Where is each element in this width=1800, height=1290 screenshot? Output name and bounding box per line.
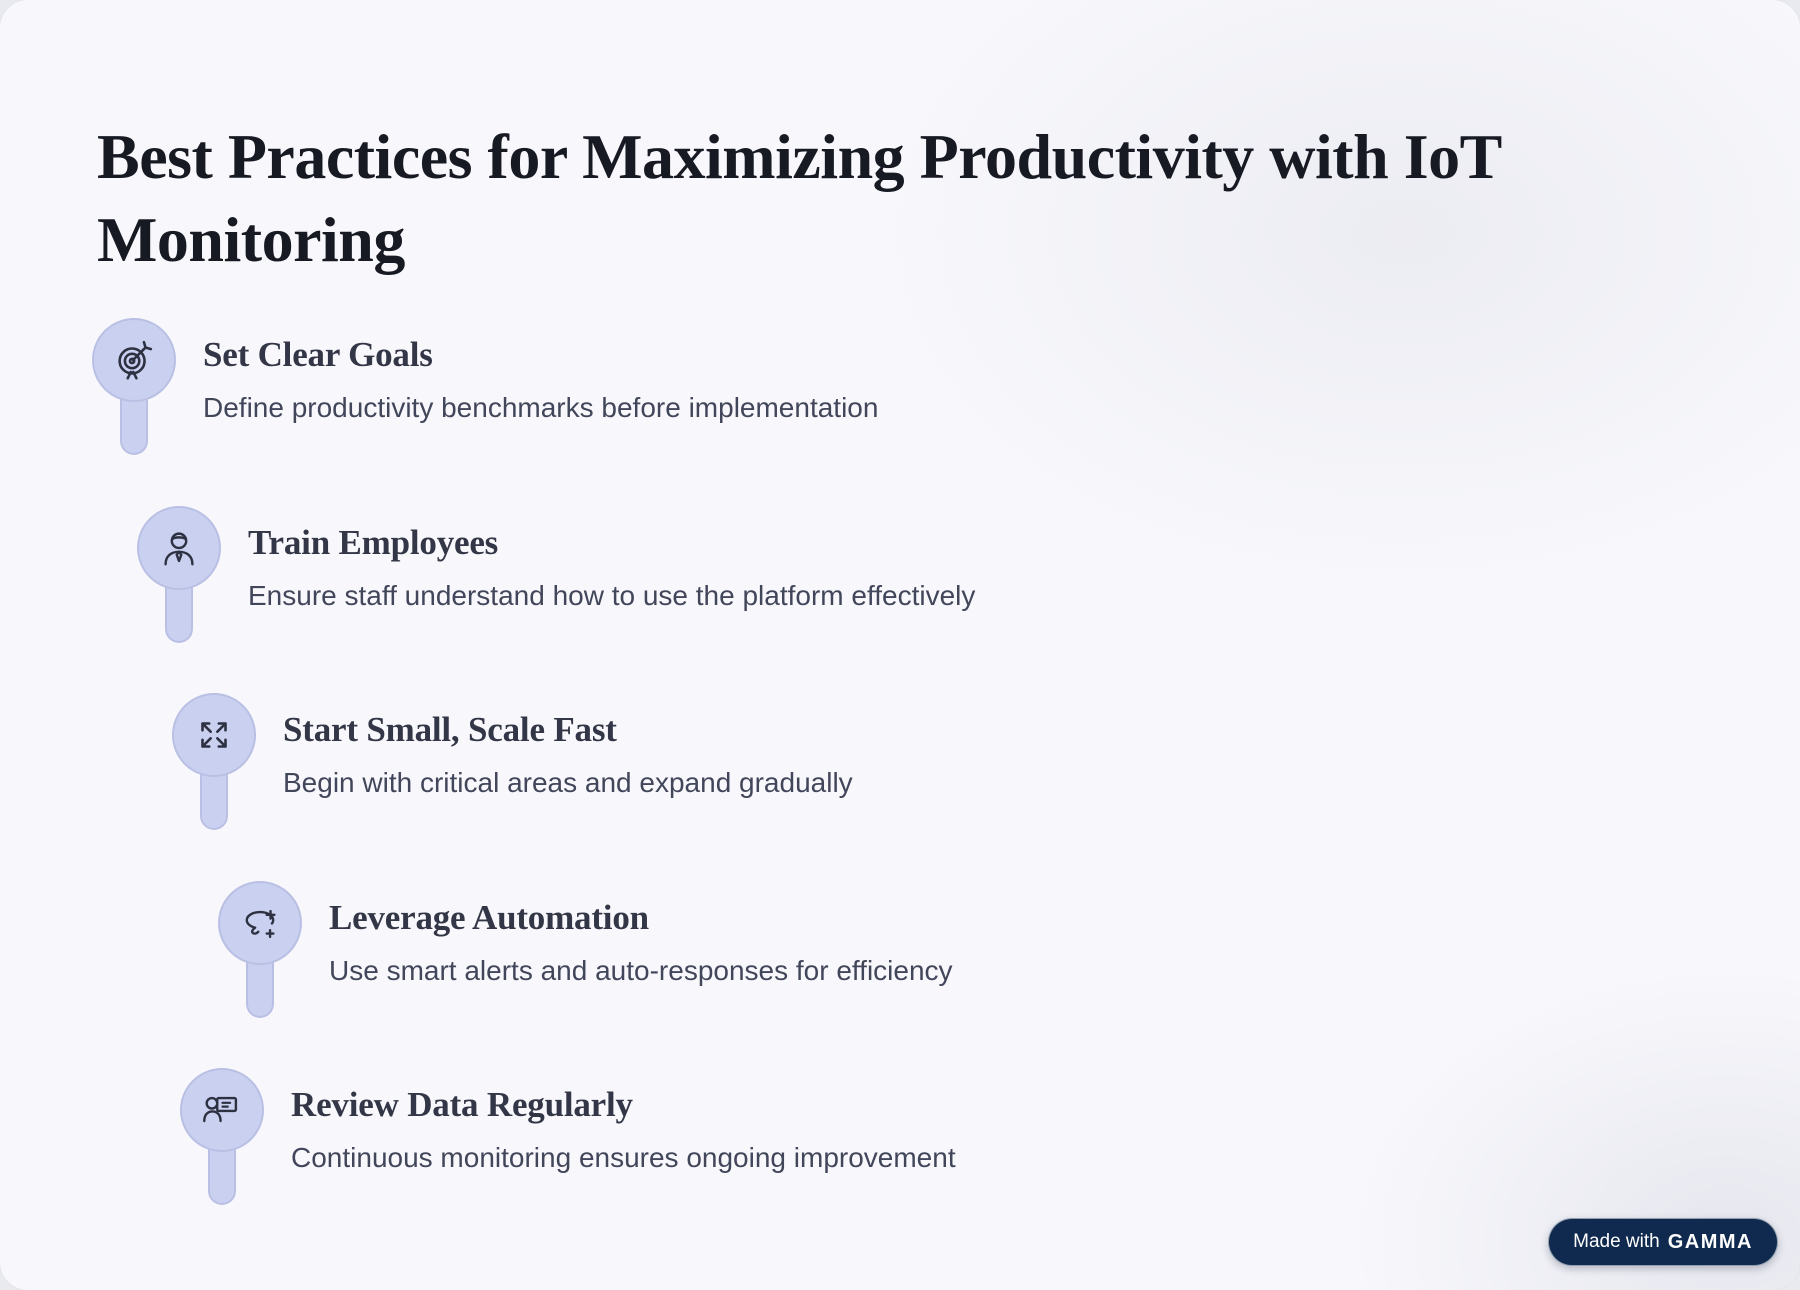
icon-circle — [172, 693, 256, 777]
icon-circle — [218, 881, 302, 965]
item-description: Continuous monitoring ensures ongoing improvement — [291, 1142, 956, 1173]
icon-pin — [180, 1068, 264, 1210]
made-with-gamma-badge[interactable] — [1548, 1218, 1778, 1266]
expand-arrows-icon — [191, 712, 237, 758]
item-title: Train Employees — [248, 523, 499, 562]
icon-pin — [218, 881, 302, 1023]
automation-loop-icon — [237, 900, 283, 946]
icon-circle — [180, 1068, 264, 1152]
gamma-brand-logo: GAMMA — [1667, 1230, 1753, 1253]
item-title: Review Data Regularly — [291, 1085, 633, 1124]
item-title: Start Small, Scale Fast — [283, 710, 617, 749]
item-title: Set Clear Goals — [203, 335, 433, 374]
icon-circle — [92, 318, 176, 402]
icon-circle — [137, 506, 221, 590]
badge-prefix: Made with — [1573, 1231, 1660, 1252]
item-description: Ensure staff understand how to use the platform effectively — [248, 580, 976, 611]
icon-pin — [92, 318, 176, 460]
presentation-review-icon — [199, 1087, 245, 1133]
icon-pin — [172, 693, 256, 835]
item-title: Leverage Automation — [329, 898, 649, 937]
slide-title: Best Practices for Maximizing Productivity with IoT Monitoring — [97, 120, 1501, 276]
target-icon — [111, 337, 157, 383]
trainer-person-icon — [156, 525, 202, 571]
item-description: Define productivity benchmarks before implementation — [203, 392, 879, 423]
item-description: Begin with critical areas and expand gradually — [283, 767, 853, 798]
item-description: Use smart alerts and auto-responses for efficiency — [329, 955, 953, 986]
icon-pin — [137, 506, 221, 648]
